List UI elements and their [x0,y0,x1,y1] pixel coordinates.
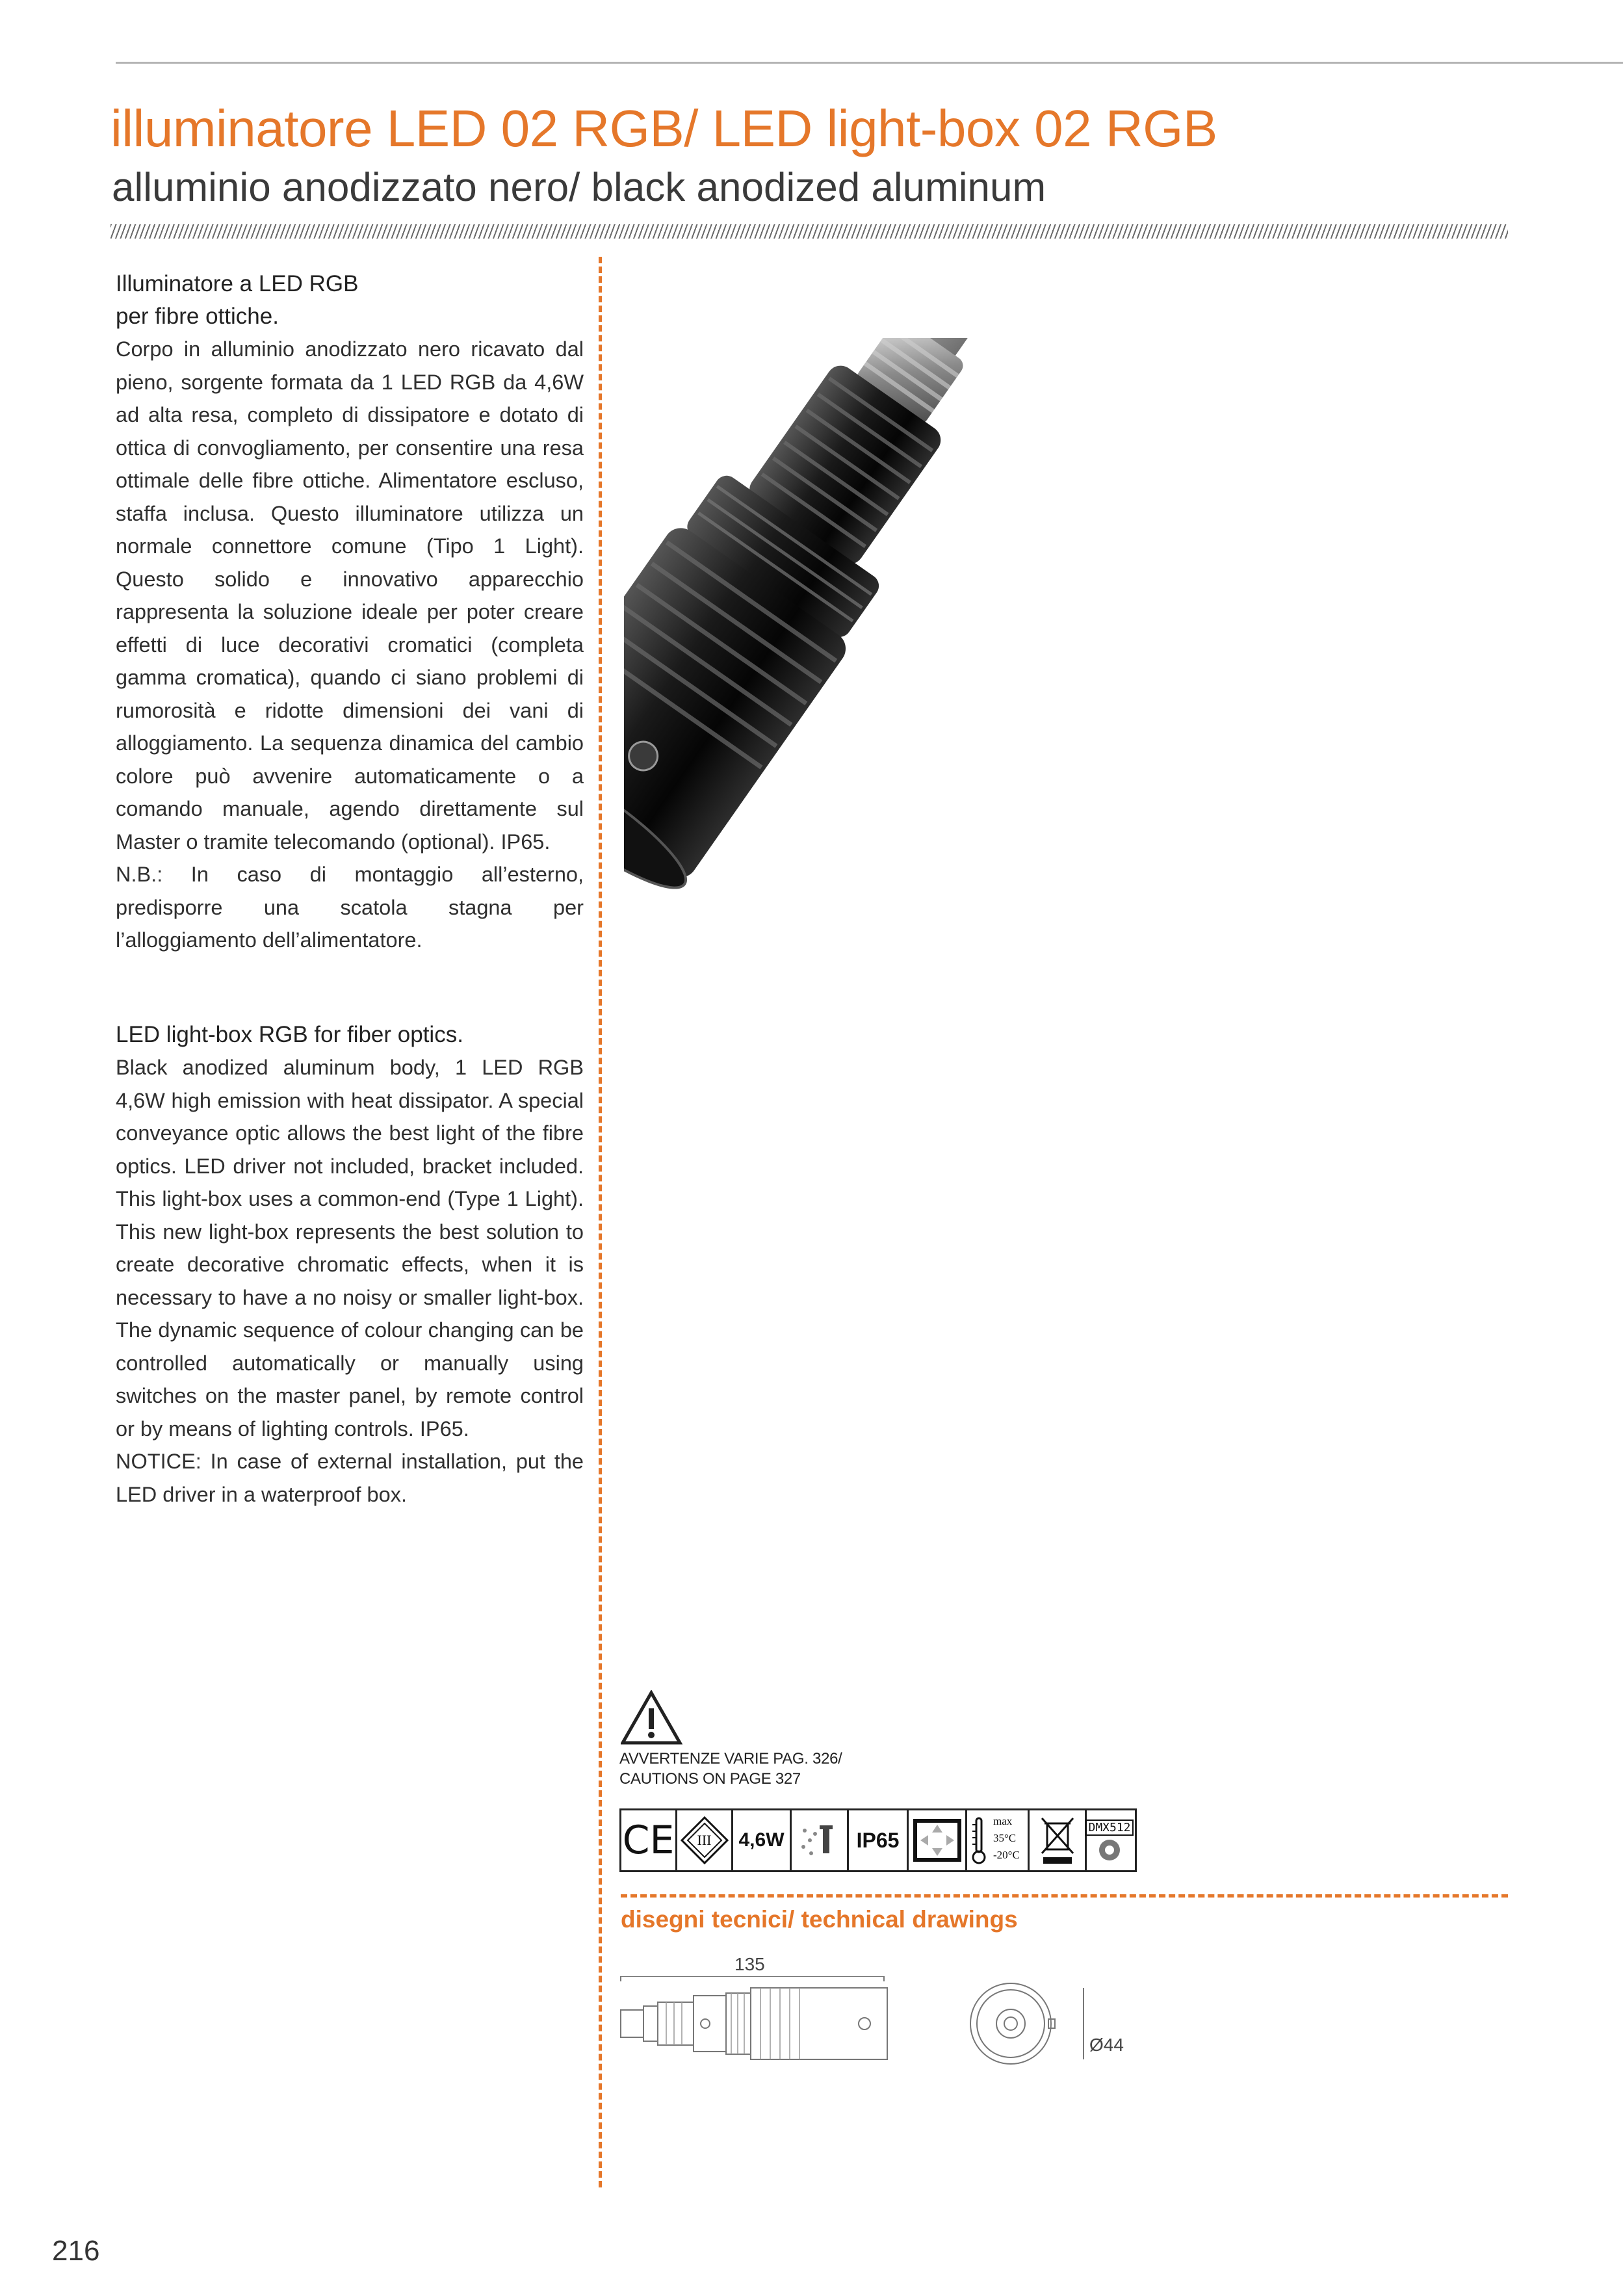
side-view-drawing [621,1976,887,2059]
technical-drawings-title: disegni tecnici/ technical drawings [621,1906,1018,1933]
english-body: Black anodized aluminum body, 1 LED RGB 4,6W high emission with heat dissipator. A special conveyance optic allows the best light of the fibre optics. LED driver not included, bracket included. This light-box uses a common-end (Type 1 Light). This new light-box represents the best solution to create decorative chromatic effects, when it is necessary to have a no noisy or smaller light-box. The dynamic sequence of colour changing can be controlled automatically or manually using switches on the master panel, by remote control or by means of lighting controls. IP65. [116,1056,584,1441]
technical-drawing [614,1976,1134,2100]
caution-line2: CAUTIONS ON PAGE 327 [619,1770,801,1788]
italian-note: N.B.: In caso di montaggio all’esterno, predisporre una scatola stagna per l’alloggiamento dell’alimentatore. [116,863,584,952]
section-divider [621,1894,1508,1898]
warning-icon [621,1690,682,1745]
column-divider [599,257,602,2187]
class-iii-label: III [697,1832,712,1848]
ce-mark-icon: CE [621,1810,677,1870]
dmx512-icon [1087,1810,1132,1870]
page-subtitle: alluminio anodizzato nero/ black anodized aluminum [112,165,1046,210]
page-title: illuminatore LED 02 RGB/ LED light-box 02 RGB [110,99,1217,157]
weee-bin-icon [1030,1810,1087,1870]
product-photo [624,338,1456,936]
top-rule [116,62,1623,64]
temperature-range-icon [967,1810,1030,1870]
english-notice: NOTICE: In case of external installation, put the LED driver in a waterproof box. [116,1450,584,1506]
temp-max-label: max [993,1815,1013,1827]
italian-heading-line1: Illuminatore a LED RGB [116,271,359,296]
italian-heading-line2: per fibre ottiche. [116,304,279,329]
italian-description [116,268,584,957]
ip65-label: IP65 [849,1810,909,1870]
class-iii-icon [677,1810,733,1870]
led-emission-icon [792,1810,849,1870]
front-view-drawing [970,1983,1084,2064]
page-number: 216 [52,2235,100,2267]
caution-note [619,1749,842,1789]
power-label: 4,6W [733,1810,792,1870]
length-dimension: 135 [734,1954,765,1974]
hatch-divider [110,224,1508,239]
caution-line1: AVVERTENZE VARIE PAG. 326/ [619,1750,842,1768]
temp-max-value: 35°C [993,1832,1017,1844]
italian-body: Corpo in alluminio anodizzato nero ricavato dal pieno, sorgente formata da 1 LED RGB da 4,6W ad alta resa, completo di dissipatore e dotato di ottica di convogliamento, per consentire una resa ottimale delle fibre ottiche. Alimentatore escluso, staffa inclusa. Questo illuminatore utilizza un normale connettore comune (Tipo 1 Light). Questo solido e innovativo apparecchio rappresenta la soluzione ideale per poter creare effetti di luce decorativi cromatici (completa gamma cromatica), quando ci siano problemi di rumorosità e ridotte dimensioni dei vani di alloggiamento. La sequenza dinamica del cambio colore può avvenire automaticamente o a comando manuale, agendo direttamente sul Master o tramite telecomando (optional). IP65. [116,337,584,854]
dmx512-label: DMX512 [1085,1820,1133,1836]
ip-enclosure-icon [909,1810,967,1870]
thermometer-icon [971,1816,987,1865]
certification-strip [619,1808,1137,1872]
english-heading: LED light-box RGB for fiber optics. [116,1022,463,1047]
temp-min-value: -20°C [993,1849,1020,1861]
english-description [116,1019,584,1511]
diameter-dimension: Ø44 [1089,2035,1124,2055]
